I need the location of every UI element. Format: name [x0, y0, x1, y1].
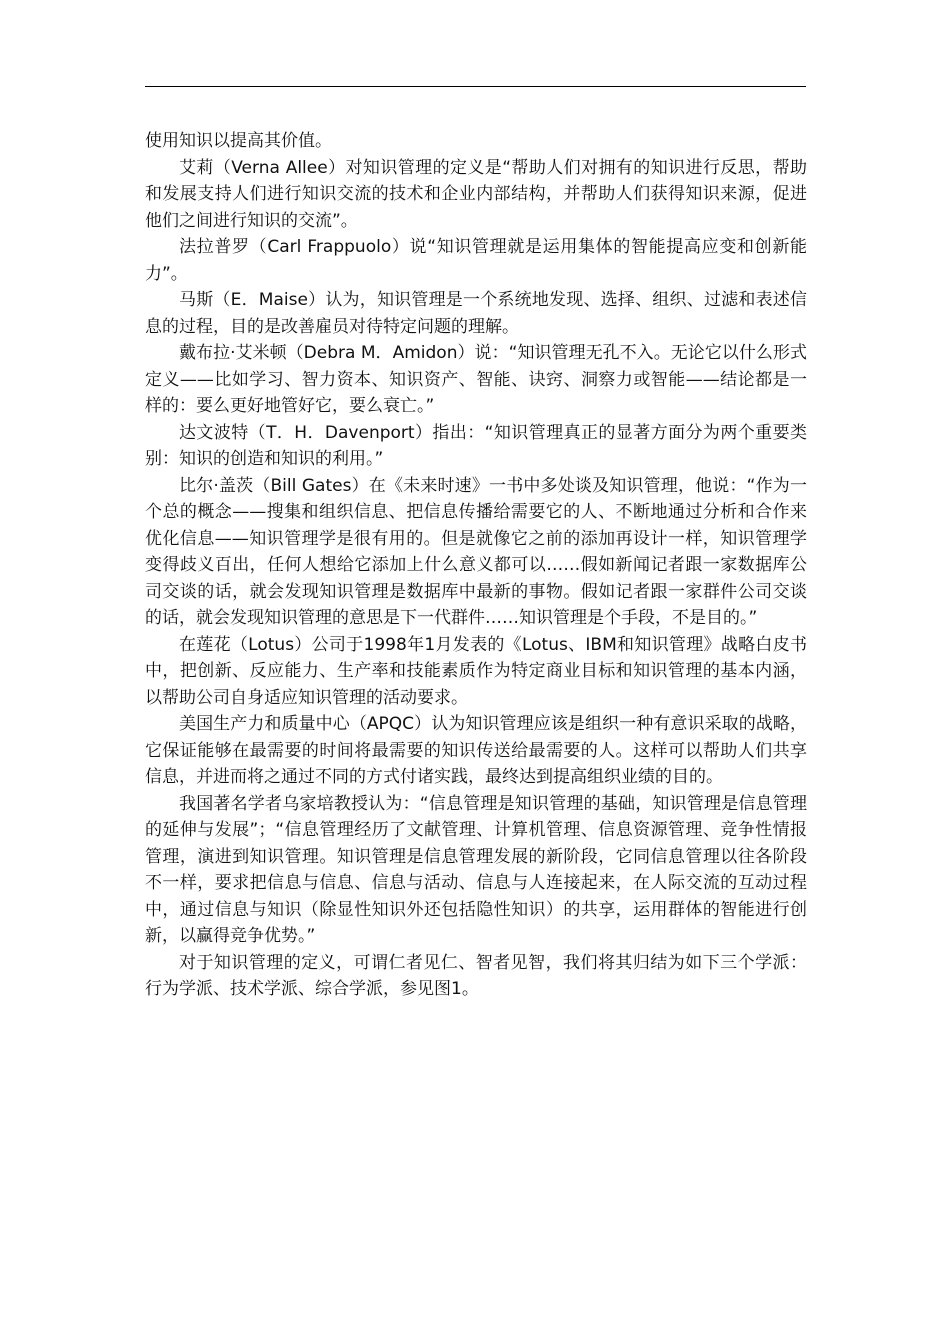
paragraph-wu-jiapei: 我国著名学者乌家培教授认为：“信息管理是知识管理的基础，知识管理是信息管理的延伸与发展”；“信息管理经历了文献管理、计算机管理、信息资源管理、竞争性情报管理，演进到知识管理。知识管理是信息管理发展的新阶段，它同信息管理以往各阶段不一样，要求把信息与信息、信息与活动、信息与人连接起来，在人际交流的互动过程中，通过信息与知识（除显性知识外还包括隐性知识）的共享，运用群体的智能进行创新，以赢得竞争优势。”: [145, 793, 807, 946]
paragraph-verna-allee: 艾莉（Verna Allee）对知识管理的定义是“帮助人们对拥有的知识进行反思，帮助和发展支持人们进行知识交流的技术和企业内部结构，并帮助人们获得知识来源，促进他们之间进行知识的交流”。: [145, 157, 807, 231]
paragraph-e-maise: 马斯（E．Maise）认为，知识管理是一个系统地发现、选择、组织、过滤和表述信息的过程，目的是改善雇员对待特定问题的理解。: [145, 290, 807, 337]
header-rule: [145, 86, 806, 87]
document-body: [145, 128, 807, 1003]
paragraph-continuation: 使用知识以提高其价值。: [145, 131, 332, 151]
paragraph-davenport: 达文波特（T．H．Davenport）指出：“知识管理真正的显著方面分为两个重要类别：知识的创造和知识的利用。”: [145, 422, 807, 469]
paragraph-conclusion: 对于知识管理的定义，可谓仁者见仁、智者见智，我们将其归结为如下三个学派：行为学派、技术学派、综合学派，参见图1。: [145, 952, 807, 999]
paragraph-lotus: 在莲花（Lotus）公司于1998年1月发表的《Lotus、IBM和知识管理》战略白皮书中，把创新、反应能力、生产率和技能素质作为特定商业目标和知识管理的基本内涵，以帮助公司自身适应知识管理的活动要求。: [145, 634, 807, 708]
paragraph-carl-frappuolo: 法拉普罗（Carl Frappuolo）说“知识管理就是运用集体的智能提高应变和创新能力”。: [145, 237, 807, 284]
paragraph-debra-amidon: 戴布拉·艾米顿（Debra M．Amidon）说：“知识管理无孔不入。无论它以什么形式定义——比如学习、智力资本、知识资产、智能、诀窍、洞察力或智能——结论都是一样的：要么更好地管好它，要么衰亡。”: [145, 343, 807, 416]
paragraph-apqc: 美国生产力和质量中心（APQC）认为知识管理应该是组织一种有意识采取的战略，它保证能够在最需要的时间将最需要的知识传送给最需要的人。这样可以帮助人们共享信息，并进而将之通过不同的方式付诸实践，最终达到提高组织业绩的目的。: [145, 714, 807, 787]
paragraph-bill-gates: 比尔·盖茨（Bill Gates）在《未来时速》一书中多处谈及知识管理，他说：“作为一个总的概念——搜集和组织信息、把信息传播给需要它的人、不断地通过分析和合作来优化信息——知识管理学是很有用的。但是就像它之前的添加再设计一样，知识管理学变得歧义百出，任何人想给它添加上什么意义都可以……假如新闻记者跟一家数据库公司交谈的话，就会发现知识管理是数据库中最新的事物。假如记者跟一家群件公司交谈的话，就会发现知识管理的意思是下一代群件……知识管理是个手段，不是目的。”: [145, 475, 807, 628]
